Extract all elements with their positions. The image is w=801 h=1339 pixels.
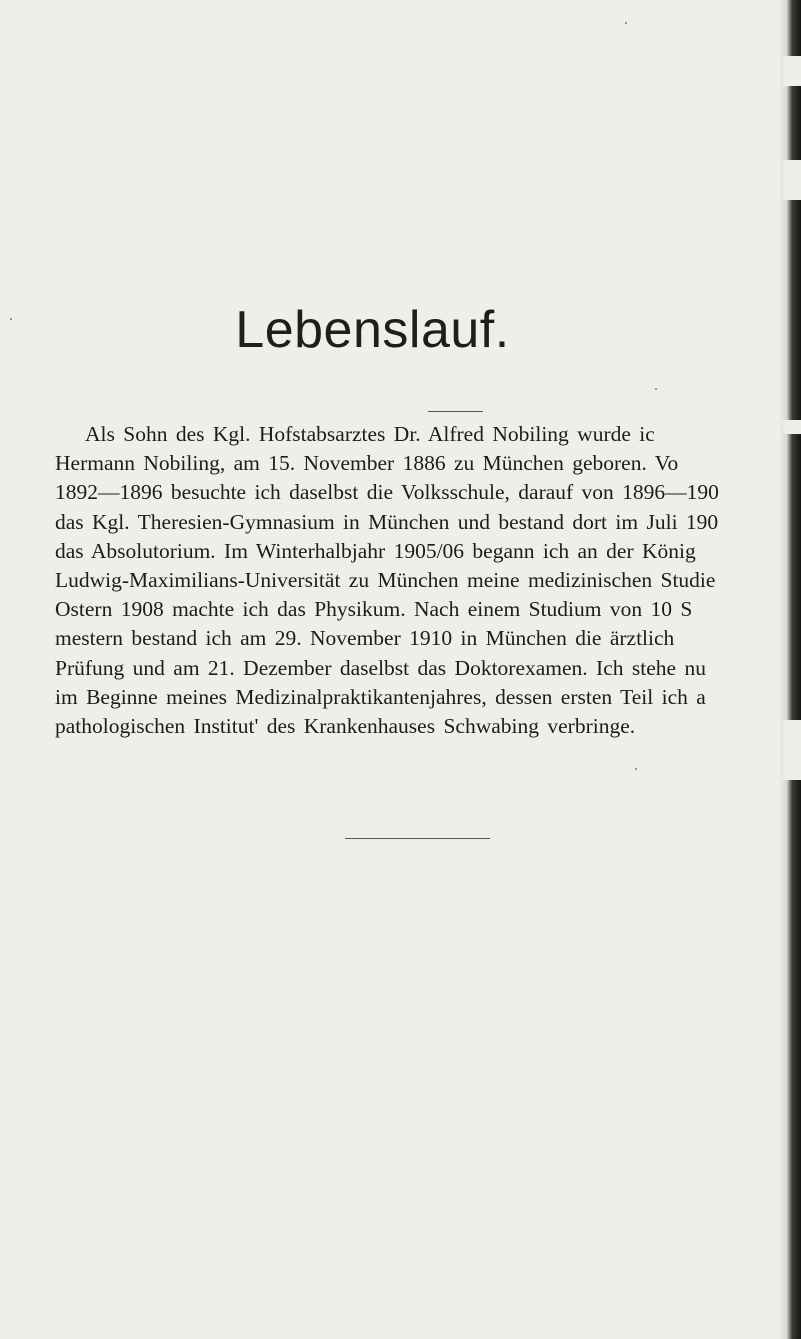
text-line: 1892—1896 besuchte ich daselbst die Volksschule, darauf von 1896—190 — [55, 480, 719, 505]
text-line: pathologischen Institut' des Krankenhauses Schwabing verbringe. — [55, 714, 636, 739]
text-line: Ludwig-Maximilians-Universität zu München meine medizinischen Studie — [55, 568, 716, 593]
text-line: mestern bestand ich am 29. November 1910 in München die ärztlich — [55, 626, 675, 651]
text-line: Als Sohn des Kgl. Hofstabsarztes Dr. Alfred Nobiling wurde ic — [85, 422, 655, 446]
title-divider — [428, 411, 483, 412]
text-line: das Absolutorium. Im Winterhalbjahr 1905/06 begann ich an der König — [55, 538, 696, 563]
paper-speck — [635, 768, 637, 770]
paper-speck — [625, 22, 627, 24]
closing-divider — [345, 838, 490, 839]
text-line: Hermann Nobiling, am 15. November 1886 zu München geboren. Vo — [55, 451, 679, 476]
paper-speck — [655, 388, 657, 390]
paper-speck — [10, 318, 12, 320]
text-line: Prüfung und am 21. Dezember daselbst das Doktorexamen. Ich stehe nu — [55, 655, 706, 680]
text-line: Ostern 1908 machte ich das Physikum. Nach einem Studium von 10 S — [55, 597, 693, 622]
text-line: im Beginne meines Medizinalpraktikantenjahres, dessen ersten Teil ich a — [55, 684, 706, 709]
text-line: das Kgl. Theresien-Gymnasium in München und bestand dort im Juli 190 — [55, 509, 719, 534]
page-title: Lebenslauf. — [235, 301, 510, 359]
biography-paragraph — [55, 420, 795, 741]
